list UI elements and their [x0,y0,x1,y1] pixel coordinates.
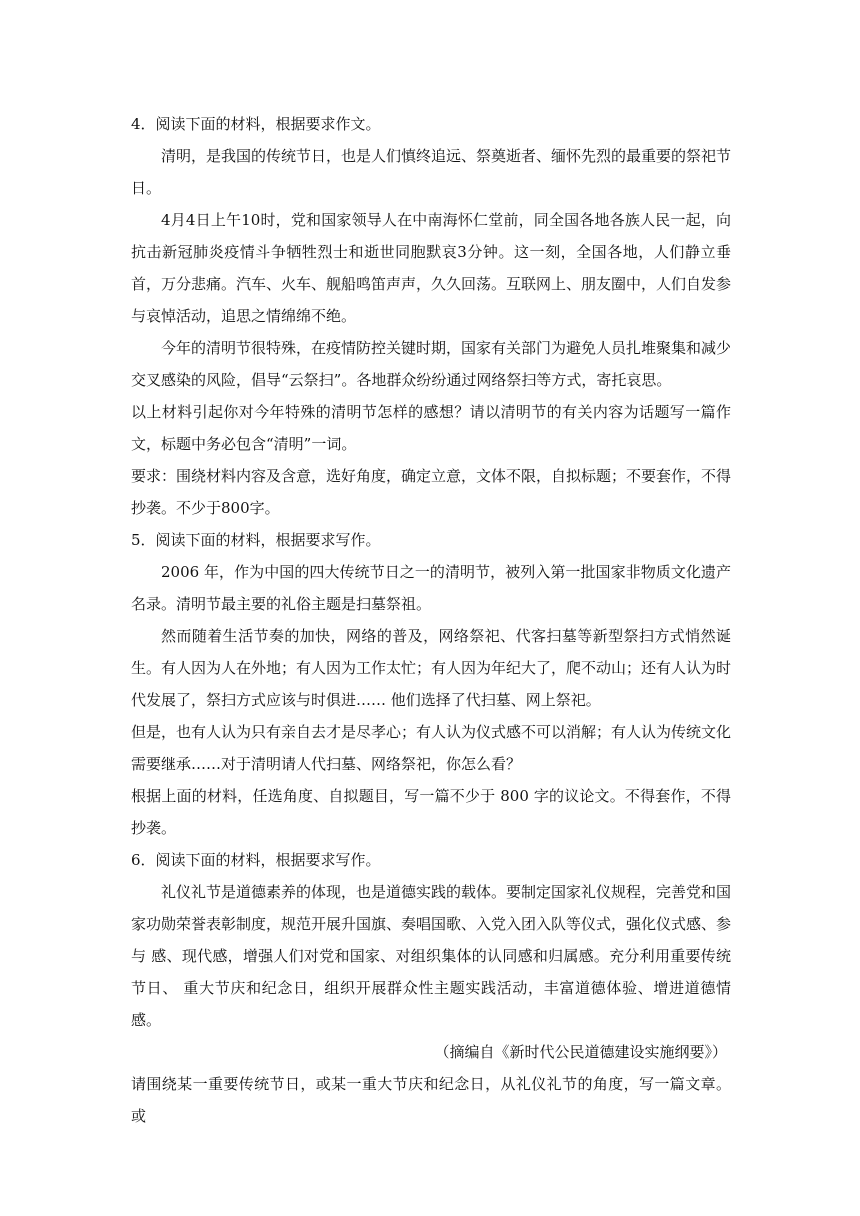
question-heading: 4．阅读下面的材料，根据要求作文。 [131,115,381,133]
question-heading: 5．阅读下面的材料，根据要求写作。 [131,531,381,549]
question-4 [131,108,731,524]
writing-prompt: 以上材料引起你对今年特殊的清明节怎样的感想？请以清明节的有关内容为话题写一篇作文，标题中务必包含“清明”一词。 [131,403,731,453]
writing-requirement: 要求：围绕材料内容及含意，选好角度，确定立意，文体不限，自拟标题；不要套作，不得抄袭。不少于800字。 [131,467,732,517]
writing-requirement: 根据上面的材料，任选角度、自拟题目，写一篇不少于 800 字的议论文。不得套作，不得抄袭。 [131,787,731,837]
material-paragraph: 礼仪礼节是道德素养的体现，也是道德实践的载体。要制定国家礼仪规程，完善党和国家功勋荣誉表彰制度，规范开展升国旗、奏唱国歌、入党入团入队等仪式，强化仪式感、参与 感、现代感，增强人们对党和国家、对组织集体的认同感和归属感。充分利用重要传统节日、 重大节庆和纪念日，组织开展群众性主题实践活动，丰富道德体验、增进道德情感。 [131,883,732,1029]
material-paragraph: 清明，是我国的传统节日，也是人们慎终追远、祭奠逝者、缅怀先烈的最重要的祭祀节日。 [131,147,732,197]
material-paragraph: 4月4日上午10时，党和国家领导人在中南海怀仁堂前，同全国各地各族人民一起，向抗击新冠肺炎疫情斗争牺牲烈士和逝世同胞默哀3分钟。这一刻，全国各地，人们静立垂首，万分悲痛。汽车、火车、舰船鸣笛声声，久久回荡。互联网上、朋友圈中，人们自发参与哀悼活动，追思之情绵绵不绝。 [131,211,732,325]
writing-prompt: 但是，也有人认为只有亲自去才是尽孝心；有人认为仪式感不可以消解；有人认为传统文化需要继承……对于清明请人代扫墓、网络祭祀，你怎么看？ [131,723,732,773]
material-paragraph: 今年的清明节很特殊，在疫情防控关键时期，国家有关部门为避免人员扎堆聚集和减少交叉感染的风险，倡导“云祭扫”。各地群众纷纷通过网络祭扫等方式，寄托哀思。 [131,339,732,389]
question-6 [131,844,731,1132]
document-page [131,108,731,1132]
question-heading: 6．阅读下面的材料，根据要求写作。 [131,851,381,869]
material-source: （摘编自《新时代公民道德建设实施纲要》） [434,1043,727,1061]
writing-prompt: 请围绕某一重要传统节日，或某一重大节庆和纪念日，从礼仪礼节的角度，写一篇文章。 或 [131,1075,731,1125]
question-5 [131,524,731,844]
material-paragraph: 然而随着生活节奏的加快，网络的普及，网络祭祀、代客扫墓等新型祭扫方式悄然诞生。有人因为人在外地；有人因为工作太忙；有人因为年纪大了，爬不动山；还有人认为时代发展了，祭扫方式应该与时俱进…… 他们选择了代扫墓、网上祭祀。 [131,627,732,709]
material-paragraph: 2006 年，作为中国的四大传统节日之一的清明节，被列入第一批国家非物质文化遗产名录。清明节最主要的礼俗主题是扫墓祭祖。 [131,563,731,613]
